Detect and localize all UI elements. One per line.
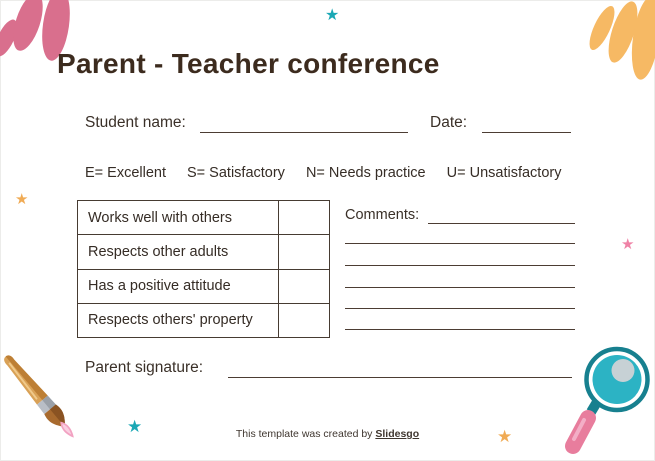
teal-star-icon: ★ — [127, 417, 143, 436]
score-cell[interactable] — [279, 270, 329, 303]
comment-line[interactable] — [345, 287, 575, 288]
rating-legend — [85, 165, 585, 181]
table-row — [78, 304, 329, 337]
legend-item-unsatisfactory: U= Unsatisfactory — [446, 165, 562, 181]
pink-star-icon: ★ — [621, 236, 635, 253]
comments-label: Comments: — [345, 207, 420, 223]
score-cell[interactable] — [279, 235, 329, 268]
criterion-label: Has a positive attitude — [78, 270, 279, 303]
footer-text: This template was created by — [235, 428, 376, 440]
criterion-label: Respects others' property — [78, 304, 279, 337]
footer-credit — [0, 428, 655, 440]
table-row — [78, 235, 329, 269]
comment-line[interactable] — [345, 243, 575, 244]
slidesgo-link[interactable]: Slidesgo — [375, 428, 420, 440]
signature-line[interactable] — [228, 357, 572, 378]
comment-line[interactable] — [345, 265, 575, 266]
comment-line[interactable] — [345, 329, 575, 330]
paintbrush-icon — [0, 352, 95, 461]
yellow-star-icon: ★ — [15, 191, 29, 208]
criterion-label: Respects other adults — [78, 235, 279, 268]
teal-star-icon: ★ — [325, 7, 340, 24]
date-line[interactable] — [482, 112, 571, 133]
page-title: Parent - Teacher conference — [57, 48, 440, 79]
parent-signature-label: Parent signature: — [85, 359, 204, 376]
table-row — [78, 270, 329, 304]
comment-line[interactable] — [345, 308, 575, 309]
score-cell[interactable] — [279, 304, 329, 337]
table-row — [78, 201, 329, 235]
student-name-label: Student name: — [85, 114, 186, 131]
legend-item-excellent: E= Excellent — [85, 165, 167, 181]
yellow-star-icon: ★ — [497, 427, 513, 446]
orange-blob-decoration — [580, 0, 655, 100]
legend-item-needs-practice: N= Needs practice — [305, 165, 426, 181]
student-name-line[interactable] — [200, 112, 408, 133]
rating-table — [77, 200, 330, 338]
legend-item-satisfactory: S= Satisfactory — [187, 165, 285, 181]
magnifying-glass-icon — [552, 332, 655, 461]
score-cell[interactable] — [279, 201, 329, 234]
date-label: Date: — [430, 114, 468, 131]
comment-line[interactable] — [428, 205, 575, 224]
criterion-label: Works well with others — [78, 201, 279, 234]
